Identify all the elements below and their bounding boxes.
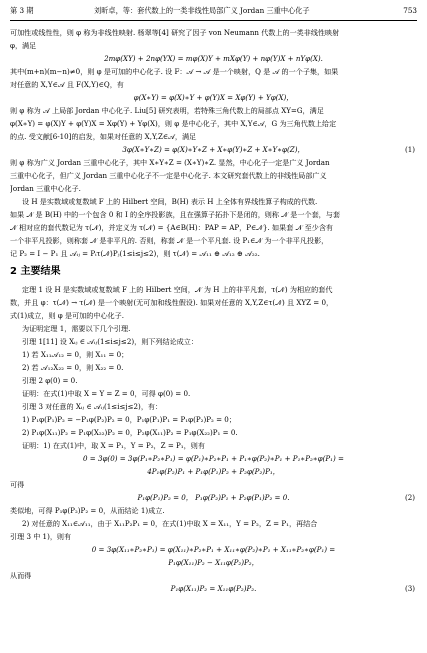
line-text: φ，满足 xyxy=(10,41,37,50)
section-heading xyxy=(10,262,417,282)
text-line xyxy=(10,221,417,234)
text-line xyxy=(10,39,417,52)
line-text: 则 φ 称为 𝒜 上局部 Jordan 中心化子. Liu[5] 研究表明，若特殊三角代数上的局部点 XY=G，满足 xyxy=(10,106,324,115)
line-text: 0 = 3φ(0) = 3φ(P₁∗P₂∗P₁) = φ(P₁)∗P₂∗P₁ + P₁∗φ(P₂)∗P₁ + P₁∗P₂∗φ(P₁) = xyxy=(82,454,344,463)
line-text: 如果 𝒩 是 B(H) 中的一个包含 0 和 I 的全序投影族，且在强算子拓扑下是闭的，则称 𝒩 是一个套，与套 xyxy=(10,210,340,219)
text-line xyxy=(10,247,417,260)
text-line xyxy=(10,478,417,491)
line-text: P₁φ(X₁₁)P₂ = X₁₁φ(P₂)P₂. xyxy=(170,584,257,593)
line-text: P₁φ(X₁₁)P₂ − X₁₁φ(P₂)P₂， xyxy=(168,558,259,567)
line-text: 类似地，可得 P₁φ(P₂)P₂ = 0，从而结论 1)成立. xyxy=(10,506,165,515)
line-text: 引理 3 对任意的 Xᵢⱼ ∈ 𝒜ᵢⱼ(1≤i≤j≤2)，有： xyxy=(22,402,163,411)
text-line xyxy=(10,387,417,400)
text-line xyxy=(10,309,417,322)
line-text: 引理 3 中 1)，则有 xyxy=(10,532,72,541)
text-line xyxy=(10,78,417,91)
running-title: 刘昕卓，等：套代数上的一类非线性局部广义 Jordan 三重中心化子 xyxy=(94,6,310,15)
text-line xyxy=(10,130,417,143)
text-line xyxy=(10,26,417,39)
line-text: 4P₁φ(P₂)P₁ + P₁φ(P₁)P₂ + P₂φ(P₂)P₁， xyxy=(147,467,280,476)
text-line xyxy=(10,283,417,296)
issue-number: 第 3 期 xyxy=(10,6,34,15)
equation-line xyxy=(10,582,417,595)
line-text: 引理 2 φ(0) = 0. xyxy=(22,376,78,385)
text-line xyxy=(10,413,417,426)
equation-line xyxy=(10,52,417,65)
text-line xyxy=(10,335,417,348)
line-text: 证明：1) 在式(1)中，取 X = P₁，Y = P₂，Z = P₁，则有 xyxy=(22,441,205,450)
line-text: 0 = 3φ(X₁₁∗P₂∗P₁) = φ(X₁₁)∗P₂∗P₁ + X₁₁∗φ(P₂)∗P₁ + X₁₁∗P₂∗φ(P₁) = xyxy=(91,545,336,554)
line-text: 三重中心化子，但广义 Jordan 三重中心化子不一定是中心化子. 本文研究套代数上的非线性局部广义 xyxy=(10,171,327,180)
line-text: 可得 xyxy=(10,480,25,489)
equation-number: (2) xyxy=(404,493,415,502)
text-line xyxy=(10,348,417,361)
line-text: 证明：在式(1)中取 X = Y = Z = 0，可得 φ(0) = 0. xyxy=(22,389,191,398)
line-text: 一个非平凡投影，则称套 𝒩 是非平凡的. 否则，称套 𝒩 是一个平凡套. 设 P₁∈𝒩 为一个非平凡投影， xyxy=(10,236,329,245)
line-text: 3φ(X∗Y∗Z) = φ(X)∗Y∗Z + X∗φ(Y)∗Z + X∗Y∗φ(Z)， xyxy=(122,145,305,154)
line-text: 1) 若 X₁₁𝒜₁₂ = 0，则 X₁₁ = 0； xyxy=(22,350,129,359)
equation-line xyxy=(10,452,417,465)
text-line xyxy=(10,195,417,208)
line-text: 定理 1 设 H 是实数域或复数域 F 上的 Hilbert 空间，𝒩 为 H 上的非平凡套，τ(𝒩) 为相应的套代 xyxy=(22,285,333,294)
text-line xyxy=(10,65,417,78)
text-line xyxy=(10,322,417,335)
line-text: 则 φ 称为广义 Jordan 三重中心化子，其中 X∗Y∗Z = (X∗Y)∗Z. 显然，中心化子一定是广义 Jordan xyxy=(10,158,330,167)
equation-number: (3) xyxy=(404,584,415,593)
equation-line xyxy=(10,556,417,569)
text-line xyxy=(10,156,417,169)
text-line xyxy=(10,400,417,413)
text-line xyxy=(10,234,417,247)
equation-line xyxy=(10,543,417,556)
line-text: 1) P₁φ(P₁)P₂ = −P₁φ(P₂)P₂ = 0，P₁φ(P₁)P₁ = P₁φ(P₂)P₂ = 0； xyxy=(22,415,236,424)
text-line xyxy=(10,117,417,130)
text-line xyxy=(10,504,417,517)
text-line xyxy=(10,208,417,221)
line-text: 式(1)成立，则 φ 是可加的中心化子. xyxy=(10,311,124,320)
equation-number: (1) xyxy=(404,145,415,154)
line-text: 设 H 是实数域或复数域 F 上的 Hilbert 空间，B(H) 表示 H 上全体有界线性算子构成的代数. xyxy=(22,197,318,206)
line-text: 对任意的 X,Y∈𝒜 且 F(X,Y)∈Q，有 xyxy=(10,80,124,89)
text-line xyxy=(10,426,417,439)
text-line xyxy=(10,182,417,195)
line-text: 𝒩 相对应的套代数记为 τ(𝒩)，并定义为 τ(𝒩) = {A∈B(H)：PAP = AP，P∈𝒩}. 如果套 𝒩 至少含有 xyxy=(10,223,334,232)
line-text: Jordan 三重中心化子. xyxy=(10,184,81,193)
line-text: φ(X∗Y) = φ(X)∗Y + φ(Y)X = Xφ(Y) + Yφ(X)， xyxy=(133,93,294,102)
line-text: 2) 若 𝒜₁₂X₂₂ = 0，则 X₂₂ = 0. xyxy=(22,363,124,372)
text-line xyxy=(10,374,417,387)
line-text: 2 主要结果 xyxy=(10,266,61,277)
line-text: 从而得 xyxy=(10,571,32,580)
equation-line xyxy=(10,491,417,504)
line-text: 数，并且 φ：τ(𝒩) → τ(𝒩) 是一个映射(无可加和线性假设). 如果对任意的 X,Y,Z∈τ(𝒩) 且 XYZ = 0， xyxy=(10,298,334,307)
line-text: 可加性或线性性，则 φ 称为非线性映射. 杨翠等[4] 研究了因子 von Neumann 代数上的一类非线性映射 xyxy=(10,28,340,37)
article-body xyxy=(10,26,417,595)
line-text: φ(X∗Y) = φ(X)Y + φ(Y)X = Xφ(Y) + Yφ(X)，则 φ 是中心化子，其中 X,Y∈𝒜，G 为三角代数上给定 xyxy=(10,119,337,128)
line-text: 为证明定理 1，需要以下几个引理. xyxy=(22,324,131,333)
header-rule xyxy=(10,20,417,21)
line-text: P₁φ(P₁)P₂ = 0， P₁φ(P₂)P₁ + P₂φ(P₁)P₂ = 0. xyxy=(137,493,290,502)
line-text: 2) 对任意的 X₁₁∈𝒜₁₁，由于 X₁₁P₂P₁ = 0，在式(1)中取 X = X₁₁，Y = P₂，Z = P₁，再结合 xyxy=(22,519,318,528)
text-line xyxy=(10,169,417,182)
text-line xyxy=(10,104,417,117)
line-text: 引理 1[11] 设 Xᵢⱼ ∈ 𝒜ᵢⱼ(1≤i≤j≤2)，则下列结论成立： xyxy=(22,337,198,346)
line-text: 的点. 受文献[6-10]的启发，如果对任意的 X,Y,Z∈𝒜，满足 xyxy=(10,132,197,141)
page-number: 753 xyxy=(403,6,417,15)
line-text: 2mφ(XY) + 2nφ(YX) = mφ(X)Y + mXφ(Y) + nφ(Y)X + nYφ(X). xyxy=(104,54,323,63)
equation-line xyxy=(10,143,417,156)
text-line xyxy=(10,569,417,582)
text-line xyxy=(10,517,417,530)
text-line xyxy=(10,361,417,374)
equation-line xyxy=(10,465,417,478)
text-line xyxy=(10,530,417,543)
text-line xyxy=(10,296,417,309)
running-header xyxy=(10,6,417,20)
line-text: 记 P₂ = I − P₁ 且 𝒜ᵢⱼ = Pᵢτ(𝒩)Pⱼ(1≤i≤j≤2)，则 τ(𝒩) = 𝒜₁₁ ⊕ 𝒜₁₂ ⊕ 𝒜₂₂. xyxy=(10,249,260,258)
equation-line xyxy=(10,91,417,104)
line-text: 其中(m+n)(m−n)≠0，则 φ 是可加的中心化子. 设 F：𝒜 → 𝒜 是一个映射，Q 是 𝒜 的一个子集，如果 xyxy=(10,67,339,76)
line-text: 2) P₁φ(X₁₁)P₂ = P₁φ(X₂₂)P₂ = 0，P₂φ(X₁₁)P₂ = P₁φ(X₂₂)P₁ = 0. xyxy=(22,428,238,437)
text-line xyxy=(10,439,417,452)
